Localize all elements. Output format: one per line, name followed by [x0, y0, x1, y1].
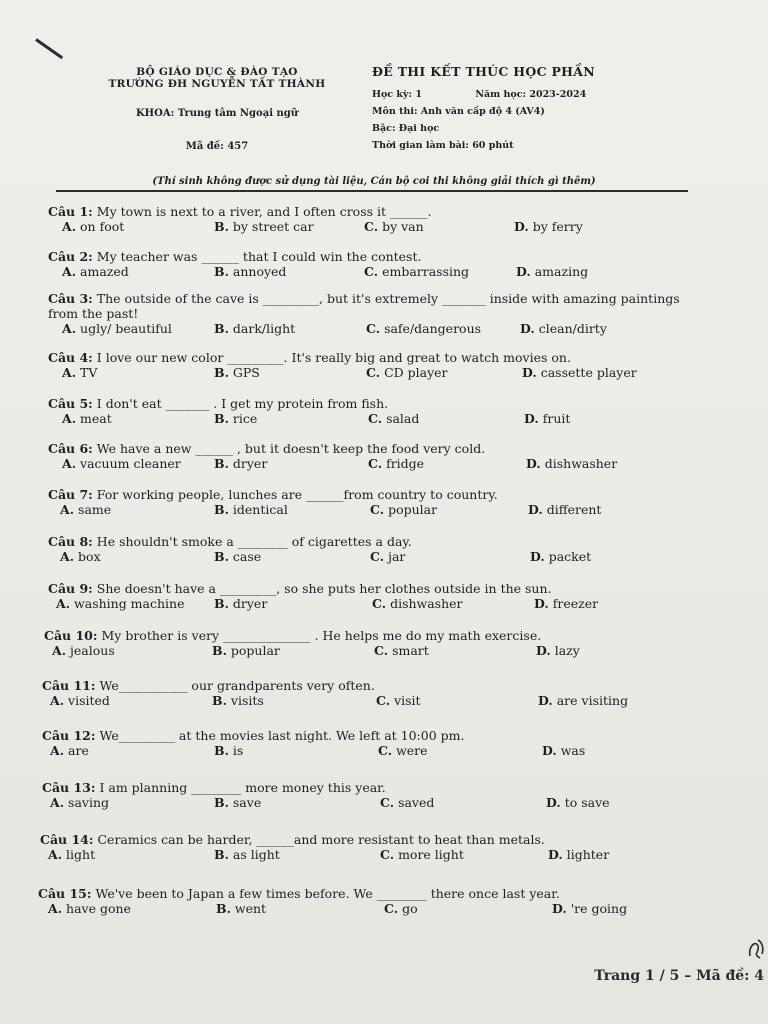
option-c: C. saved — [380, 795, 435, 810]
option-c: C. more light — [380, 847, 464, 862]
question-3 — [48, 291, 710, 337]
option-b: B. went — [216, 901, 267, 916]
option-c: C. visit — [376, 693, 421, 708]
option-a: A. amazed — [62, 264, 129, 279]
question-text: For working people, lunches are ______from country to country. — [96, 487, 498, 502]
option-b: B. by street car — [214, 219, 314, 234]
option-c: C. popular — [370, 502, 438, 517]
school-year: Năm học: 2023-2024 — [475, 89, 587, 100]
option-d: D. amazing — [516, 264, 589, 279]
option-b: B. identical — [214, 502, 288, 517]
question-label: Câu 10: — [44, 628, 98, 643]
option-a: A. jealous — [52, 643, 115, 658]
option-d: D. lazy — [536, 643, 580, 658]
question-text: We___________ our grandparents very often. — [99, 678, 375, 693]
question-14 — [40, 832, 730, 863]
question-9 — [48, 581, 738, 612]
question-11 — [42, 678, 732, 709]
duration: Thời gian làm bài: 60 phút — [372, 140, 514, 151]
question-7 — [48, 487, 738, 518]
question-2 — [48, 249, 738, 280]
question-label: Câu 9: — [48, 581, 93, 596]
ministry-name: BỘ GIÁO DỤC & ĐÀO TẠO — [136, 66, 298, 78]
question-label: Câu 2: — [48, 249, 93, 264]
option-c: C. by van — [364, 219, 424, 234]
option-a: A. on foot — [62, 219, 125, 234]
school-name: TRƯỜNG ĐH NGUYỄN TẤT THÀNH — [108, 78, 326, 90]
semester-row — [372, 89, 672, 100]
option-d: D. to save — [546, 795, 610, 810]
question-label: Câu 5: — [48, 396, 93, 411]
option-c: C. were — [378, 743, 428, 758]
option-d: D. lighter — [548, 847, 610, 862]
question-15 — [38, 886, 728, 917]
faculty: KHOA: Trung tâm Ngoại ngữ — [135, 108, 299, 119]
header-right — [372, 64, 672, 157]
question-label: Câu 15: — [38, 886, 92, 901]
option-c: C. dishwasher — [372, 596, 463, 611]
option-a: A. saving — [50, 795, 110, 810]
option-c: C. jar — [370, 549, 406, 564]
question-text: We have a new ______ , but it doesn't keep the food very cold. — [96, 441, 486, 456]
question-text: My brother is very ______________ . He helps me do my math exercise. — [101, 628, 542, 643]
exam-code: Mã đề: 457 — [185, 141, 249, 152]
question-12 — [42, 728, 732, 759]
option-c: C. salad — [368, 411, 420, 426]
question-label: Câu 13: — [42, 780, 96, 795]
question-text: My teacher was ______ that I could win the contest. — [96, 249, 422, 264]
page-footer: Trang 1 / 5 – Mã đề: 4 — [594, 968, 764, 984]
pen-mark — [35, 38, 63, 59]
option-d: D. fruit — [524, 411, 571, 426]
option-d: D. packet — [530, 549, 592, 564]
question-text: She doesn't have a _________, so she puts her clothes outside in the sun. — [96, 581, 552, 596]
option-d: D. cassette player — [522, 365, 637, 380]
option-a: A. have gone — [48, 901, 131, 916]
option-b: B. popular — [212, 643, 280, 658]
question-13 — [42, 780, 732, 811]
option-b: B. is — [214, 743, 244, 758]
question-text: My town is next to a river, and I often cross it ______. — [96, 204, 432, 219]
option-c: C. go — [384, 901, 418, 916]
question-text: We've been to Japan a few times before. We ________ there once last year. — [95, 886, 560, 901]
option-a: A. washing machine — [56, 596, 185, 611]
option-c: C. fridge — [368, 456, 425, 471]
question-4 — [48, 350, 738, 381]
level: Bậc: Đại học — [372, 123, 440, 134]
option-a: A. box — [60, 549, 101, 564]
option-b: B. as light — [214, 847, 280, 862]
handwriting-mark — [746, 936, 766, 960]
option-b: B. save — [214, 795, 262, 810]
option-d: D. freezer — [534, 596, 599, 611]
option-c: C. safe/dangerous — [366, 321, 482, 336]
question-label: Câu 4: — [48, 350, 93, 365]
question-text: I love our new color _________. It's really big and great to watch movies on. — [96, 350, 571, 365]
option-d: D. different — [528, 502, 602, 517]
option-d: D. by ferry — [514, 219, 583, 234]
question-text: I don't eat _______ . I get my protein from fish. — [96, 396, 389, 411]
option-b: B. annoyed — [214, 264, 287, 279]
question-label: Câu 6: — [48, 441, 93, 456]
divider — [56, 190, 688, 192]
option-b: B. GPS — [214, 365, 260, 380]
option-a: A. TV — [62, 365, 98, 380]
question-text: The outside of the cave is _________, but it's extremely _______ inside with amazing paintings from the past! — [48, 291, 680, 321]
option-b: B. rice — [214, 411, 258, 426]
option-a: A. same — [60, 502, 112, 517]
option-b: B. dark/light — [214, 321, 296, 336]
option-d: D. clean/dirty — [520, 321, 607, 336]
option-b: B. dryer — [214, 596, 268, 611]
option-a: A. visited — [50, 693, 110, 708]
question-label: Câu 12: — [42, 728, 96, 743]
option-a: A. meat — [62, 411, 112, 426]
question-text: I am planning ________ more money this year. — [99, 780, 386, 795]
option-c: C. CD player — [366, 365, 448, 380]
question-text: Ceramics can be harder, ______and more resistant to heat than metals. — [97, 832, 545, 847]
option-d: D. dishwasher — [526, 456, 618, 471]
option-a: A. are — [50, 743, 89, 758]
question-8 — [48, 534, 738, 565]
question-label: Câu 1: — [48, 204, 93, 219]
option-b: B. visits — [212, 693, 264, 708]
exam-note: (Thí sinh không được sử dụng tài liệu, Cán bộ coi thi không giải thích gì thêm) — [152, 176, 596, 187]
question-text: He shouldn't smoke a ________ of cigarettes a day. — [96, 534, 412, 549]
question-label: Câu 3: — [48, 291, 93, 306]
question-label: Câu 8: — [48, 534, 93, 549]
subject: Môn thi: Anh văn cấp độ 4 (AV4) — [372, 106, 545, 117]
option-d: D. was — [542, 743, 586, 758]
question-1 — [48, 204, 738, 235]
question-text: We_________ at the movies last night. We left at 10:00 pm. — [99, 728, 465, 743]
option-d: D. 're going — [552, 901, 628, 916]
option-a: A. light — [48, 847, 96, 862]
option-d: D. are visiting — [538, 693, 629, 708]
question-6 — [48, 441, 738, 472]
option-a: A. vacuum cleaner — [62, 456, 181, 471]
option-a: A. ugly/ beautiful — [62, 321, 172, 336]
question-5 — [48, 396, 738, 427]
semester: Học kỳ: 1 — [372, 89, 422, 100]
option-b: B. dryer — [214, 456, 268, 471]
option-b: B. case — [214, 549, 262, 564]
question-label: Câu 14: — [40, 832, 94, 847]
question-10 — [44, 628, 734, 659]
exam-title: ĐỀ THI KẾT THÚC HỌC PHẦN — [372, 64, 596, 79]
option-c: C. smart — [374, 643, 429, 658]
question-label: Câu 11: — [42, 678, 96, 693]
header-left — [82, 66, 352, 152]
option-c: C. embarrassing — [364, 264, 470, 279]
question-label: Câu 7: — [48, 487, 93, 502]
